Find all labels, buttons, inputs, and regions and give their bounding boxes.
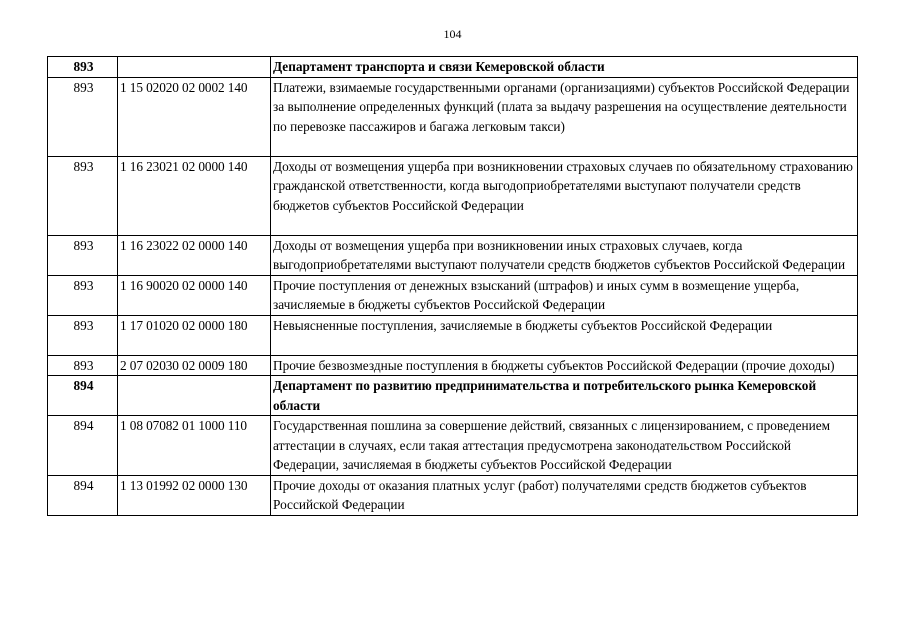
department-name-cell: Департамент по развитию предпринимательства и потребительского рынка Кемеровской области [271, 376, 858, 416]
budget-code-cell: 1 08 07082 01 1000 110 [118, 416, 271, 476]
revenue-name-cell: Прочие поступления от денежных взысканий (штрафов) и иных сумм в возмещение ущерба, зачисляемые в бюджеты субъектов Российской Федерации [271, 275, 858, 315]
table-row-department-header [48, 376, 858, 416]
budget-code-cell [118, 57, 271, 78]
budget-code-cell: 1 13 01992 02 0000 130 [118, 475, 271, 515]
admin-code-cell: 894 [48, 376, 118, 416]
blank-line [273, 136, 857, 156]
revenue-name-text: Невыясненные поступления, зачисляемые в бюджеты субъектов Российской Федерации [273, 317, 773, 333]
admin-code-cell: 893 [48, 275, 118, 315]
budget-code-cell: 1 16 23021 02 0000 140 [118, 156, 271, 235]
admin-code-cell: 893 [48, 57, 118, 78]
revenue-name-text: Платежи, взимаемые государственными органами (организациями) субъектов Российской Федерации за выполнение определенных функций (плата за выдачу разрешения на осуществление деятельности по перевозке пассажиров и багажа легковым такси) [273, 79, 850, 134]
table-row [48, 315, 858, 355]
table-row-department-header [48, 57, 858, 78]
blank-line [273, 335, 857, 355]
budget-code-cell: 1 15 02020 02 0002 140 [118, 77, 271, 156]
table-row [48, 475, 858, 515]
table-row [48, 275, 858, 315]
revenue-name-cell: Прочие доходы от оказания платных услуг (работ) получателями средств бюджетов субъектов Российской Федерации [271, 475, 858, 515]
revenue-name-cell [271, 77, 858, 156]
revenue-name-text: Доходы от возмещения ущерба при возникновении страховых случаев по обязательному страхованию гражданской ответственности, когда выгодоприобретателями выступают получатели средств бюджетов субъектов Российской Федерации [273, 158, 853, 213]
budget-code-cell [118, 376, 271, 416]
table-row [48, 416, 858, 476]
budget-code-cell: 1 17 01020 02 0000 180 [118, 315, 271, 355]
admin-code-cell: 893 [48, 315, 118, 355]
admin-code-cell: 893 [48, 355, 118, 376]
revenue-name-cell [271, 315, 858, 355]
table-body [48, 57, 858, 516]
admin-code-cell: 894 [48, 416, 118, 476]
admin-code-cell: 894 [48, 475, 118, 515]
budget-code-cell: 1 16 90020 02 0000 140 [118, 275, 271, 315]
blank-line [273, 215, 857, 235]
budget-code-cell: 1 16 23022 02 0000 140 [118, 235, 271, 275]
table-row [48, 355, 858, 376]
revenue-classification-table [47, 56, 858, 516]
revenue-name-cell: Прочие безвозмездные поступления в бюджеты субъектов Российской Федерации (прочие доходы) [271, 355, 858, 376]
revenue-name-cell: Государственная пошлина за совершение действий, связанных с лицензированием, с проведением аттестации в случаях, если такая аттестация предусмотрена законодательством Российской Федерации, зачисляемая в бюджеты субъектов Российской Федерации [271, 416, 858, 476]
admin-code-cell: 893 [48, 235, 118, 275]
revenue-name-cell [271, 156, 858, 235]
admin-code-cell: 893 [48, 156, 118, 235]
budget-code-cell: 2 07 02030 02 0009 180 [118, 355, 271, 376]
department-name-cell: Департамент транспорта и связи Кемеровской области [271, 57, 858, 78]
revenue-name-cell: Доходы от возмещения ущерба при возникновении иных страховых случаев, когда выгодоприобретателями выступают получатели средств бюджетов субъектов Российской Федерации [271, 235, 858, 275]
admin-code-cell: 893 [48, 77, 118, 156]
page-number: 104 [443, 27, 462, 41]
table-row [48, 156, 858, 235]
table-row [48, 77, 858, 156]
table-row [48, 235, 858, 275]
